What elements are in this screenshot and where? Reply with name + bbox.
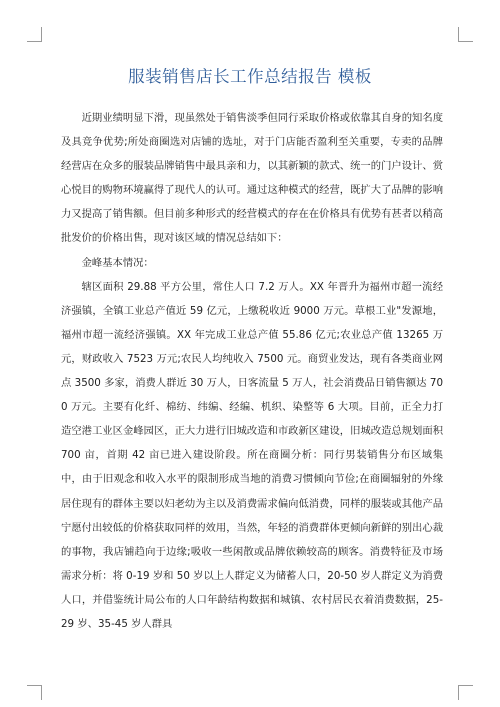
section-heading: 金峰基本情况： (81, 256, 154, 269)
crop-mark-top-left (27, 27, 42, 42)
crop-mark-top-right (458, 27, 473, 42)
document-body (61, 106, 443, 636)
crop-mark-bottom-right (458, 685, 473, 700)
intro-paragraph: 近期业绩明显下滑，现虽然处于销售淡季但同行采取价格或依靠其自身的知名度及具竞争优势;所处商圈选对店铺的选址，对于门店能否盈利至关重要，专卖的品牌经营店在众多的服装品牌销售中最具亲和力，以其新颖的款式、统一的门户设计、赏心悦目的购物环境赢得了现代人的认可。通过这种模式的经营，既扩大了品牌的影响力又提高了销售额。但目前多种形式的经营模式的存在在价格具有优势有甚者以稍高批发价的价格出售，现对该区域的情况总结如下： (61, 112, 443, 245)
crop-mark-bottom-left (27, 685, 42, 700)
document-title: 服装销售店长工作总结报告 模板 (128, 67, 372, 86)
body-paragraph: 辖区面积 29.88 平方公里，常住人口 7.2 万人。XX 年晋升为福州市超一流经济强镇，全镇工业总产值近 59 亿元，上缴税收近 9000 万元。草根工业"发源地，福州市超一流经济强镇。XX 年完成工业总产值 55.86 亿元;农业总产值 13265 万元，财政收入 7523 万元;农民人均纯收入 7500 元。商贸业发达，现有各类商业网点 3500 多家，消费人群近 30 万人，日客流量 5 万人，社会消费品日销售额达 700 万元。主要有化纤、棉纺、纬编、经编、机织、染整等 6 大项。目前，正全力打造空港工业区金峰园区，正大力进行旧城改造和市政新区建设，旧城改造总规划面积 700 亩，首期 42 亩已进入建设阶段。所在商圈分析：同行男装销售分布区域集中，由于旧观念和收入水平的限制形成当地的消费习惯倾向节俭;在商圈辐射的外缘居住现有的群体主要以妇老幼为主以及消费需求偏向低消费，同样的服装或其他产品宁愿付出较低的价格获取同样的效用，当然，年轻的消费群体更倾向新鲜的别出心裁的事物，我店铺趋向于边缘;吸收一些闲散或品牌依赖较高的顾客。消费特征及市场需求分析：将 0-19 岁和 50 岁以上人群定义为储蓄人口，20-50 岁人群定义为消费人口，并借鉴统计局公布的人口年龄结构数据和城镇、农村居民衣着消费数据，25-29 岁、35-45 岁人群具 (61, 280, 443, 630)
